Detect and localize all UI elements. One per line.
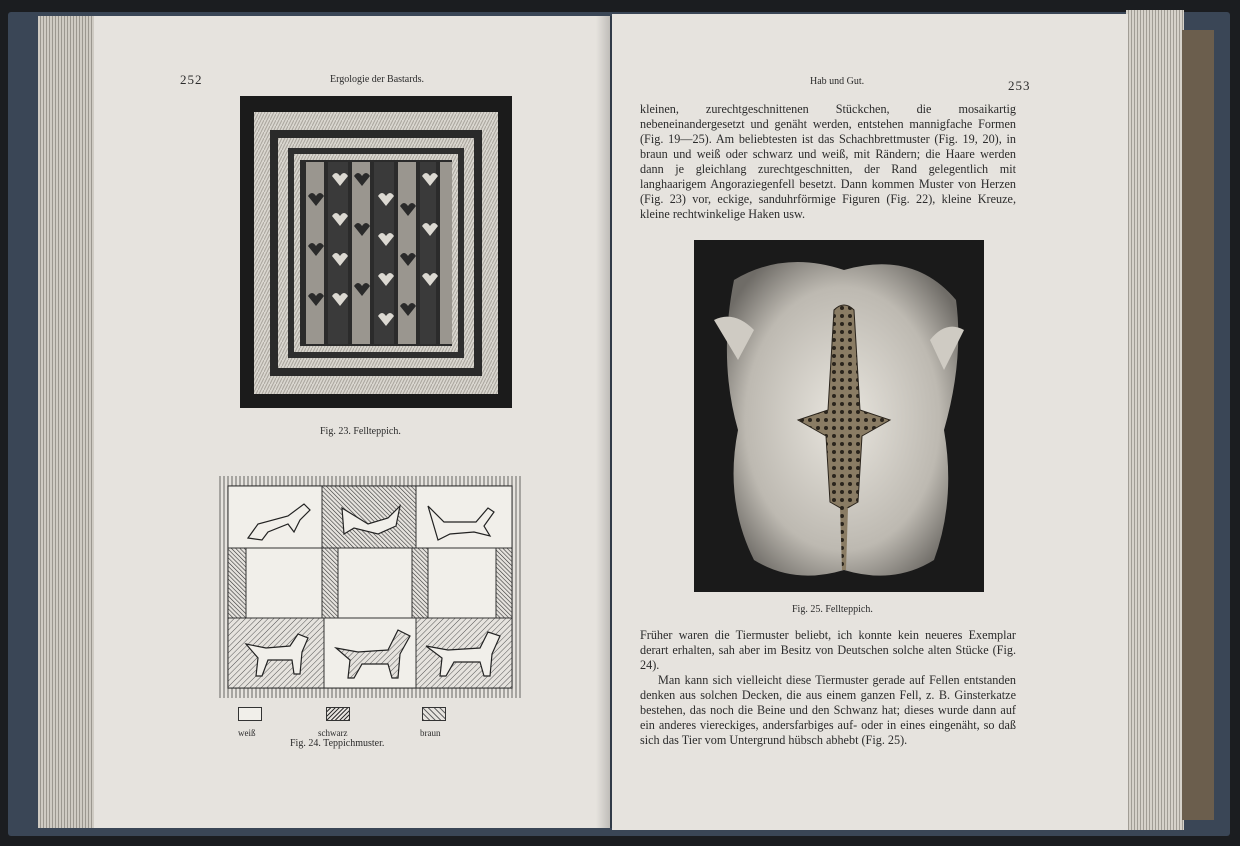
fig23-fur-rug-photo — [240, 96, 512, 408]
legend-swatch-black — [326, 707, 350, 721]
legend-swatch-white — [238, 707, 262, 721]
page-number: 253 — [1008, 78, 1031, 93]
legend-swatch-brown — [422, 707, 446, 721]
right-page — [612, 14, 1128, 830]
legend-label-black: schwarz — [318, 728, 348, 738]
left-page-edges — [38, 16, 94, 828]
paragraph-1-text: kleinen, zurechtgeschnittenen Stückchen, die mosaikartig nebeneinandergesetzt und genäht werden, entstehen mannigfache Formen (Fig. 19—25). Am beliebtesten ist das Schachbrettmuster (Fig. 19, 20), in braun und weiß oder schwarz und weiß, mit Rändern; die Haare werden dann je gleichlang zurechtgeschnitten, der Rand gelegentlich mit langhaarigem Angoraziegenfell besetzt. Dann kommen Muster von Herzen (Fig. 23) vor, eckige, sanduhrförmige Figuren (Fig. 22), kleine Kreuze, kleine rechtwinkelige Haken usw. — [640, 102, 1016, 221]
fig23-caption: Fig. 23. Fellteppich. — [320, 426, 401, 437]
fig25-caption: Fig. 25. Fellteppich. — [792, 604, 873, 615]
page-number: 252 — [180, 72, 203, 87]
paragraph-1 — [640, 102, 1016, 222]
legend-label-brown: braun — [420, 728, 441, 738]
running-head: Ergologie der Bastards. — [330, 74, 424, 85]
left-page — [94, 16, 610, 828]
right-page-edges — [1126, 10, 1184, 830]
fig24-caption: Fig. 24. Teppichmuster. — [290, 738, 385, 749]
running-head: Hab und Gut. — [810, 76, 865, 87]
fig24-carpet-pattern-drawing — [218, 476, 522, 698]
legend-label-white: weiß — [238, 728, 256, 738]
paragraph-3-text: Man kann sich vielleicht diese Tiermuster gerade auf Fellen entstanden denken aus solchen Decken, die aus einem ganzen Fell, z. B. Ginsterkatze bestehen, das noch die Beine und den Schwanz hat; dieses wurde dann auf ein anderes viereckiges, andersfarbiges auf- oder in eines eingenäht, so daß sich das Tier vom Untergrund hübsch abhebt (Fig. 25). — [640, 673, 1016, 747]
paragraph-2-text: Früher waren die Tiermuster beliebt, ich konnte kein neueres Exemplar derart erhalten, sah aber im Besitz von Deutschen solche alten Stücke (Fig. 24). — [640, 628, 1016, 672]
paragraphs-2-3 — [640, 628, 1016, 748]
book-spine-edge — [1182, 30, 1214, 820]
fig25-fur-rug-photo — [694, 240, 984, 592]
